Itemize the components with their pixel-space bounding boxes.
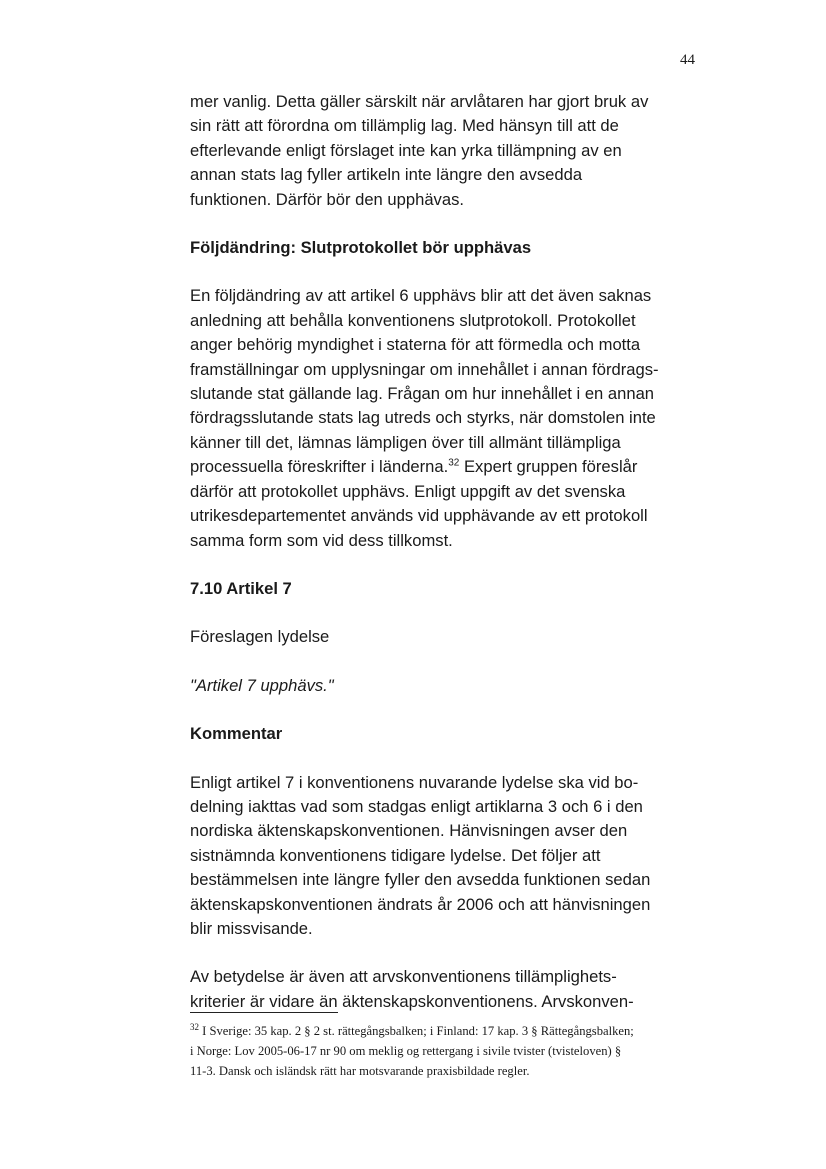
paragraph-line: anledning att behålla konventionens slutprotokoll. Protokollet xyxy=(190,310,636,330)
paragraph-line: anger behörig myndighet i staterna för att förmedla och motta xyxy=(190,335,641,355)
footnote-line: 11-3. Dansk och isländsk rätt har motsvarande praxisbildade regler. xyxy=(190,1064,530,1078)
paragraph-line: utrikesdepartementet används vid upphävande av ett protokoll xyxy=(190,506,648,526)
paragraph-last xyxy=(190,965,710,1014)
paragraph-line: nordiska äktenskapskonventionen. Hänvisningen avser den xyxy=(190,821,628,841)
paragraph-line: annan stats lag fyller artikeln inte längre den avsedda xyxy=(190,165,583,185)
paragraph-line: sistnämnda konventionens tidigare lydelse. Det följer att xyxy=(190,845,601,865)
paragraph-line: därför att protokollet upphävs. Enligt uppgift av det svenska xyxy=(190,481,626,501)
document-body xyxy=(190,90,710,1038)
paragraph-line: känner till det, lämnas lämpligen över till allmänt tillämpliga xyxy=(190,432,621,452)
paragraph-line: funktionen. Därför bör den upphävas. xyxy=(190,189,464,209)
paragraph-line: En följdändring av att artikel 6 upphävs blir att det även saknas xyxy=(190,286,652,306)
paragraph-line: kriterier är vidare än äktenskapskonventionens. Arvskonven- xyxy=(190,991,634,1011)
paragraph-line: delning iakttas vad som stadgas enligt artiklarna 3 och 6 i den xyxy=(190,796,643,816)
paragraph-line: samma form som vid dess tillkomst. xyxy=(190,530,453,550)
paragraph-line: Av betydelse är även att arvskonventionens tillämplighets- xyxy=(190,967,617,987)
paragraph-line: Enligt artikel 7 i konventionens nuvarande lydelse ska vid bo- xyxy=(190,772,639,792)
paragraph-2 xyxy=(190,284,710,552)
page-number: 44 xyxy=(680,52,695,68)
section-heading-artikel-7: 7.10 Artikel 7 xyxy=(190,578,292,598)
paragraph-line: sin rätt att förordna om tillämplig lag. Med hänsyn till att de xyxy=(190,116,619,136)
footnote-line: i Norge: Lov 2005-06-17 nr 90 om meklig og rettergang i sivile tvister (tvisteloven) § xyxy=(190,1044,622,1058)
line-text: Expert gruppen föreslår xyxy=(459,457,638,477)
footnote-text: I Sverige: 35 kap. 2 § 2 st. rättegångsbalken; i Finland: 17 kap. 3 § Rättegångsbalken; xyxy=(202,1024,634,1038)
paragraph-proposed-wording-label: Föreslagen lydelse xyxy=(190,627,330,647)
paragraph-line-with-footnote xyxy=(190,455,710,479)
section-heading-foljdandring: Följdändring: Slutprotokollet bör upphävas xyxy=(190,238,532,258)
paragraph-line: fördragsslutande stats lag utreds och styrks, när domstolen inte xyxy=(190,408,656,428)
paragraph-line: blir missvisande. xyxy=(190,918,313,938)
paragraph-line: bestämmelsen inte längre fyller den avsedda funktionen sedan xyxy=(190,870,651,890)
footnote-line xyxy=(190,1021,730,1041)
paragraph-1 xyxy=(190,90,710,212)
section-heading-kommentar: Kommentar xyxy=(190,724,283,744)
paragraph-line: mer vanlig. Detta gäller särskilt när arvlåtaren har gjort bruk av xyxy=(190,92,649,111)
paragraph-line: framställningar om upplysningar om innehållet i annan fördrags- xyxy=(190,359,659,379)
paragraph-proposed-wording: "Artikel 7 upphävs." xyxy=(190,675,334,695)
paragraph-line: slutande stat gällande lag. Frågan om hur innehållet i en annan xyxy=(190,384,655,404)
footnote-divider xyxy=(190,1012,338,1013)
line-text: processuella föreskrifter i länderna. xyxy=(190,457,449,477)
paragraph-comment xyxy=(190,771,710,942)
footnote-32 xyxy=(190,1021,730,1081)
footnote-reference[interactable]: 32 xyxy=(448,457,460,469)
footnote-number: 32 xyxy=(190,1021,199,1032)
paragraph-line: efterlevande enligt förslaget inte kan yrka tillämpning av en xyxy=(190,140,622,160)
paragraph-line: äktenskapskonventionen ändrats år 2006 och att hänvisningen xyxy=(190,894,651,914)
